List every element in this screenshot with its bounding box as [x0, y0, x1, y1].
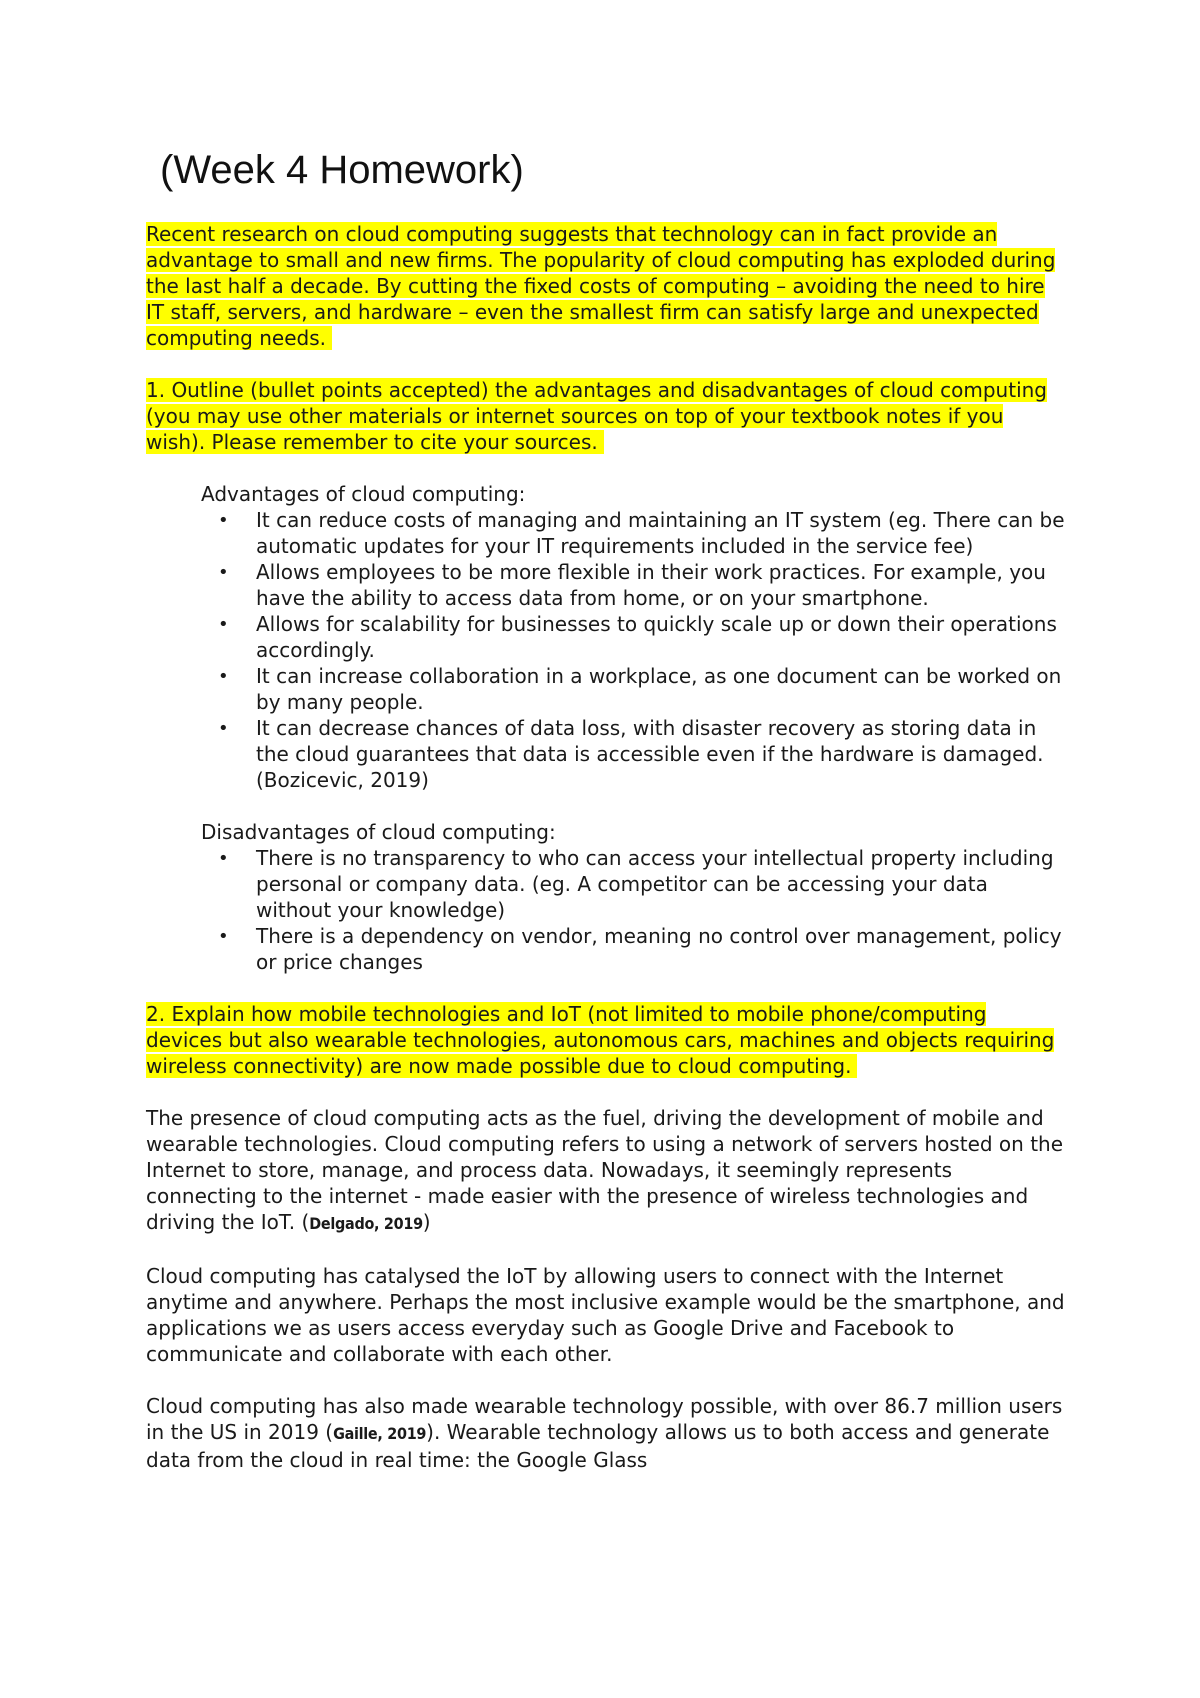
citation-gaille: Gaille, 2019	[333, 1424, 427, 1443]
question-2-highlight: 2. Explain how mobile technologies and IoT (not limited to mobile phone/computing devices but also wearable technologies, autonomous cars, machines and objects requiring wireless connectivity) are now made possible due to cloud computing.	[146, 1002, 1055, 1078]
list-item-text: Allows employees to be more flexible in their work practices. For example, you have the ability to access data from home, or on your smartphone.	[256, 560, 1046, 610]
disadvantages-heading: Disadvantages of cloud computing:	[201, 820, 556, 844]
advantages-heading: Advantages of cloud computing:	[201, 482, 526, 506]
bullet-icon: •	[218, 718, 229, 739]
list-item	[201, 845, 1066, 923]
list-item	[201, 923, 1066, 975]
list-item-text: It can increase collaboration in a workplace, as one document can be worked on by many people.	[256, 664, 1062, 714]
paragraph-1-text: The presence of cloud computing acts as the fuel, driving the development of mobile and wearable technologies. Cloud computing refers to using a network of servers hosted on the Internet to store, manage, and process data. Nowadays, it seemingly represents connecting to the internet - made easier with the presence of wireless technologies and driving the IoT. (	[146, 1106, 1064, 1234]
disadvantages-list	[201, 845, 1066, 975]
body-paragraph-2: Cloud computing has catalysed the IoT by allowing users to connect with the Internet anytime and anywhere. Perhaps the most inclusive example would be the smartphone, and applications we as users access everyday such as Google Drive and Facebook to communicate and collaborate with each other.	[146, 1264, 1065, 1366]
body-paragraph-1	[146, 1105, 1066, 1237]
bullet-icon: •	[218, 510, 229, 531]
list-item	[201, 611, 1066, 663]
advantages-list	[201, 507, 1066, 793]
list-item-text: It can decrease chances of data loss, with disaster recovery as storing data in the cloud guarantees that data is accessible even if the hardware is damaged. (Bozicevic, 2019)	[256, 716, 1044, 792]
paragraph-3-start: Cloud computing has also made wearable technology possible, with over 86.7 million users in the US in 2019 (	[146, 1394, 1063, 1444]
list-item-text: There is no transparency to who can access your intellectual property including personal or company data. (eg. A competitor can be accessing your data without your knowledge)	[256, 846, 1054, 922]
intro-paragraph	[146, 221, 1066, 351]
paragraph-1-end: )	[422, 1210, 431, 1234]
body-paragraph-3	[146, 1393, 1066, 1473]
page-title: (Week 4 Homework)	[160, 148, 524, 192]
citation-delgado: Delgado, 2019	[309, 1214, 423, 1233]
list-item	[201, 663, 1066, 715]
bullet-icon: •	[218, 666, 229, 687]
list-item	[201, 715, 1066, 793]
question-2	[146, 1001, 1066, 1079]
bullet-icon: •	[218, 562, 229, 583]
question-1	[146, 377, 1066, 455]
question-1-highlight: 1. Outline (bullet points accepted) the advantages and disadvantages of cloud computing (you may use other materials or internet sources on top of your textbook notes if you wish). Please remember to cite your sources.	[146, 378, 1048, 454]
list-item-text: Allows for scalability for businesses to quickly scale up or down their operations accordingly.	[256, 612, 1057, 662]
list-item	[201, 507, 1066, 559]
paragraph-3-end: ). Wearable technology allows us to both access and generate data from the cloud in real time: the Google Glass	[146, 1420, 1050, 1472]
intro-highlight: Recent research on cloud computing suggests that technology can in fact provide an advantage to small and new firms. The popularity of cloud computing has exploded during the last half a decade. By cutting the fixed costs of computing – avoiding the need to hire IT staff, servers, and hardware – even the smallest firm can satisfy large and unexpected computing needs.	[146, 222, 1056, 350]
list-item-text: It can reduce costs of managing and maintaining an IT system (eg. There can be automatic updates for your IT requirements included in the service fee)	[256, 508, 1065, 558]
document-body	[146, 221, 1066, 1473]
bullet-icon: •	[218, 614, 229, 635]
bullet-icon: •	[218, 848, 229, 869]
bullet-icon: •	[218, 926, 229, 947]
advantages-section	[201, 481, 1066, 975]
list-item-text: There is a dependency on vendor, meaning no control over management, policy or price changes	[256, 924, 1062, 974]
list-item	[201, 559, 1066, 611]
